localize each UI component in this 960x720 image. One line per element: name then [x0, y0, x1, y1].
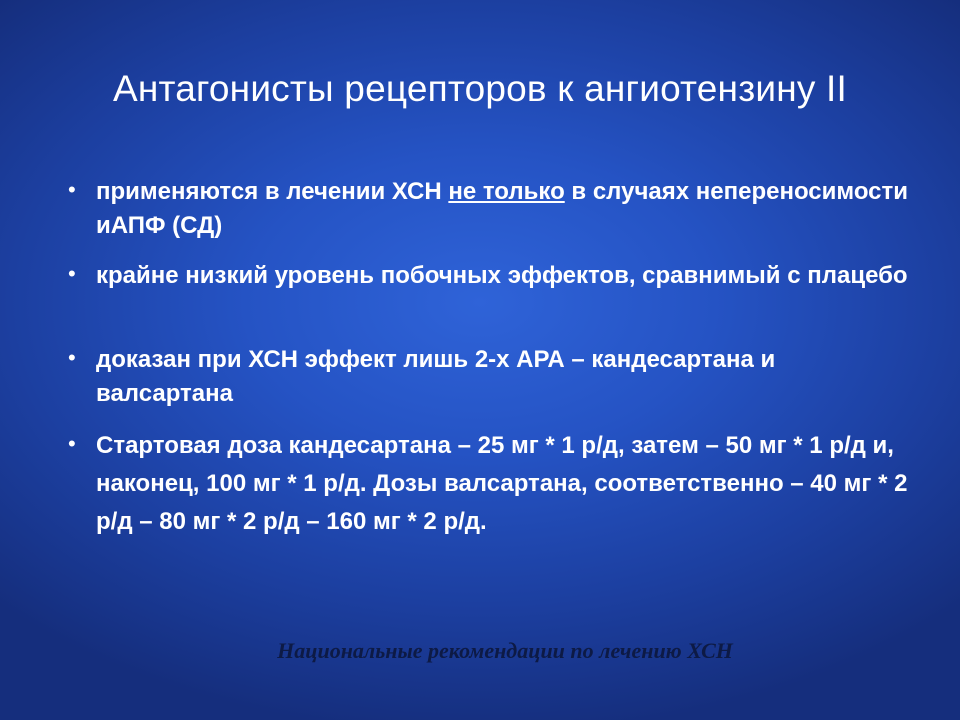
- underlined-emphasis: не только: [448, 178, 565, 205]
- bullet-item: [60, 175, 910, 243]
- bullet-text: доказан при ХСН эффект лишь 2-х АРА – кандесартана и валсартана: [96, 346, 776, 407]
- bullet-item: [60, 343, 910, 411]
- bullet-item: [60, 427, 910, 541]
- bullet-text: Стартовая доза кандесартана – 25 мг * 1 р/д, затем – 50 мг * 1 р/д и, наконец, 100 мг * 1 р/д. Дозы валсартана, соответственно – 40 мг * 2 р/д – 80 мг * 2 р/д – 160 мг * 2 р/д.: [96, 432, 908, 535]
- slide-title: Антагонисты рецепторов к ангиотензину II: [113, 68, 847, 109]
- bullet-text: применяются в лечении ХСН не только в случаях непереносимости иАПФ (СД): [96, 178, 909, 239]
- bullet-dot-icon: •: [68, 431, 76, 456]
- bullet-item: [60, 259, 908, 293]
- source-citation: Национальные рекомендации по лечению ХСН: [277, 638, 733, 663]
- bullet-dot-icon: •: [68, 345, 76, 370]
- bullet-text: крайне низкий уровень побочных эффектов, сравнимый с плацебо: [96, 262, 908, 289]
- bullet-dot-icon: •: [68, 261, 76, 286]
- bullet-dot-icon: •: [68, 177, 76, 202]
